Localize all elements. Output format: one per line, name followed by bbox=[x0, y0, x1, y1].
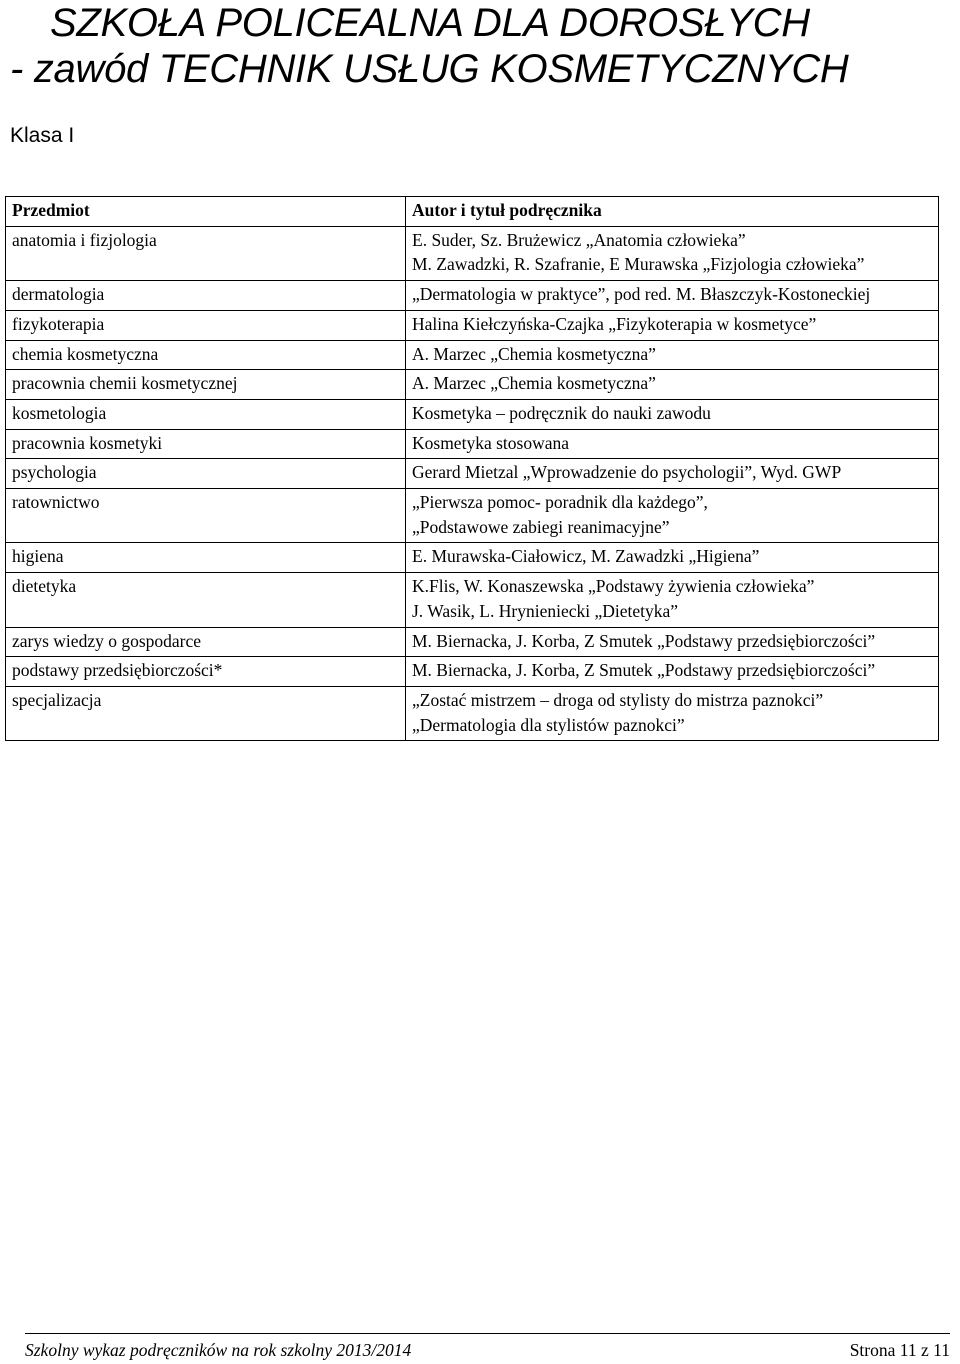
author-line: M. Biernacka, J. Korba, Z Smutek „Podstawy przedsiębiorczości” bbox=[412, 660, 876, 681]
table-row bbox=[6, 226, 939, 280]
table-row bbox=[6, 281, 939, 311]
author-cell bbox=[406, 489, 939, 543]
subject-cell: dietetyka bbox=[6, 573, 406, 627]
table-row bbox=[6, 489, 939, 543]
table-row bbox=[6, 573, 939, 627]
table-header-row bbox=[6, 197, 939, 227]
subject-cell: podstawy przedsiębiorczości* bbox=[6, 657, 406, 687]
subject-cell: psychologia bbox=[6, 459, 406, 489]
textbook-table bbox=[5, 196, 939, 741]
author-cell bbox=[406, 543, 939, 573]
page-title bbox=[10, 0, 955, 92]
subject-cell: higiena bbox=[6, 543, 406, 573]
author-line: M. Zawadzki, R. Szafranie, E Murawska „Fizjologia człowieka” bbox=[412, 254, 865, 275]
table-row bbox=[6, 340, 939, 370]
author-cell bbox=[406, 399, 939, 429]
author-line: „Pierwsza pomoc- poradnik dla każdego”, bbox=[412, 492, 708, 513]
table-row bbox=[6, 399, 939, 429]
subject-cell: pracownia chemii kosmetycznej bbox=[6, 370, 406, 400]
page-title-line-2: - zawód TECHNIK USŁUG KOSMETYCZNYCH bbox=[10, 47, 849, 91]
author-line: Gerard Mietzal „Wprowadzenie do psychologii”, Wyd. GWP bbox=[412, 462, 842, 483]
author-line: Kosmetyka – podręcznik do nauki zawodu bbox=[412, 402, 711, 423]
table-row bbox=[6, 429, 939, 459]
subject-cell: dermatologia bbox=[6, 281, 406, 311]
table-row bbox=[6, 310, 939, 340]
author-line: „Dermatologia w praktyce”, pod red. M. Błaszczyk-Kostoneckiej bbox=[412, 284, 871, 305]
table-body bbox=[6, 226, 939, 741]
footer-document-title: Szkolny wykaz podręczników na rok szkolny 2013/2014 bbox=[25, 1340, 412, 1360]
subject-cell: specjalizacja bbox=[6, 686, 406, 740]
author-cell bbox=[406, 657, 939, 687]
author-cell bbox=[406, 686, 939, 740]
table-row bbox=[6, 627, 939, 657]
table-row bbox=[6, 543, 939, 573]
subject-cell: anatomia i fizjologia bbox=[6, 226, 406, 280]
author-line: M. Biernacka, J. Korba, Z Smutek „Podstawy przedsiębiorczości” bbox=[412, 630, 876, 651]
subject-cell: pracownia kosmetyki bbox=[6, 429, 406, 459]
author-line: E. Suder, Sz. Brużewicz „Anatomia człowieka” bbox=[412, 229, 746, 250]
table-row bbox=[6, 459, 939, 489]
table-row bbox=[6, 370, 939, 400]
author-line: Kosmetyka stosowana bbox=[412, 432, 569, 453]
subject-cell: zarys wiedzy o gospodarce bbox=[6, 627, 406, 657]
column-header-author: Autor i tytuł podręcznika bbox=[406, 197, 939, 227]
author-line: J. Wasik, L. Hrynieniecki „Dietetyka” bbox=[412, 600, 679, 621]
table-row bbox=[6, 686, 939, 740]
author-line: „Zostać mistrzem – droga od stylisty do mistrza paznokci” bbox=[412, 689, 824, 710]
author-line: K.Flis, W. Konaszewska „Podstawy żywienia człowieka” bbox=[412, 576, 815, 597]
author-cell bbox=[406, 226, 939, 280]
author-cell bbox=[406, 281, 939, 311]
page-footer bbox=[25, 1333, 950, 1361]
author-cell bbox=[406, 429, 939, 459]
class-label: Klasa I bbox=[10, 124, 75, 147]
column-header-subject: Przedmiot bbox=[6, 197, 406, 227]
author-cell bbox=[406, 627, 939, 657]
author-line: A. Marzec „Chemia kosmetyczna” bbox=[412, 343, 656, 364]
author-line: E. Murawska-Ciałowicz, M. Zawadzki „Higiena” bbox=[412, 546, 760, 567]
author-cell bbox=[406, 340, 939, 370]
page-title-line-1: SZKOŁA POLICEALNA DLA DOROSŁYCH bbox=[50, 1, 810, 45]
author-cell bbox=[406, 573, 939, 627]
author-cell bbox=[406, 459, 939, 489]
footer-page-number: Strona 11 z 11 bbox=[849, 1340, 950, 1360]
author-cell bbox=[406, 370, 939, 400]
author-cell bbox=[406, 310, 939, 340]
subject-cell: ratownictwo bbox=[6, 489, 406, 543]
table-row bbox=[6, 657, 939, 687]
subject-cell: kosmetologia bbox=[6, 399, 406, 429]
author-line: Halina Kiełczyńska-Czajka „Fizykoterapia w kosmetyce” bbox=[412, 313, 817, 334]
subject-cell: chemia kosmetyczna bbox=[6, 340, 406, 370]
author-line: A. Marzec „Chemia kosmetyczna” bbox=[412, 373, 656, 394]
author-line: „Podstawowe zabiegi reanimacyjne” bbox=[412, 516, 670, 537]
author-line: „Dermatologia dla stylistów paznokci” bbox=[412, 714, 685, 735]
subject-cell: fizykoterapia bbox=[6, 310, 406, 340]
